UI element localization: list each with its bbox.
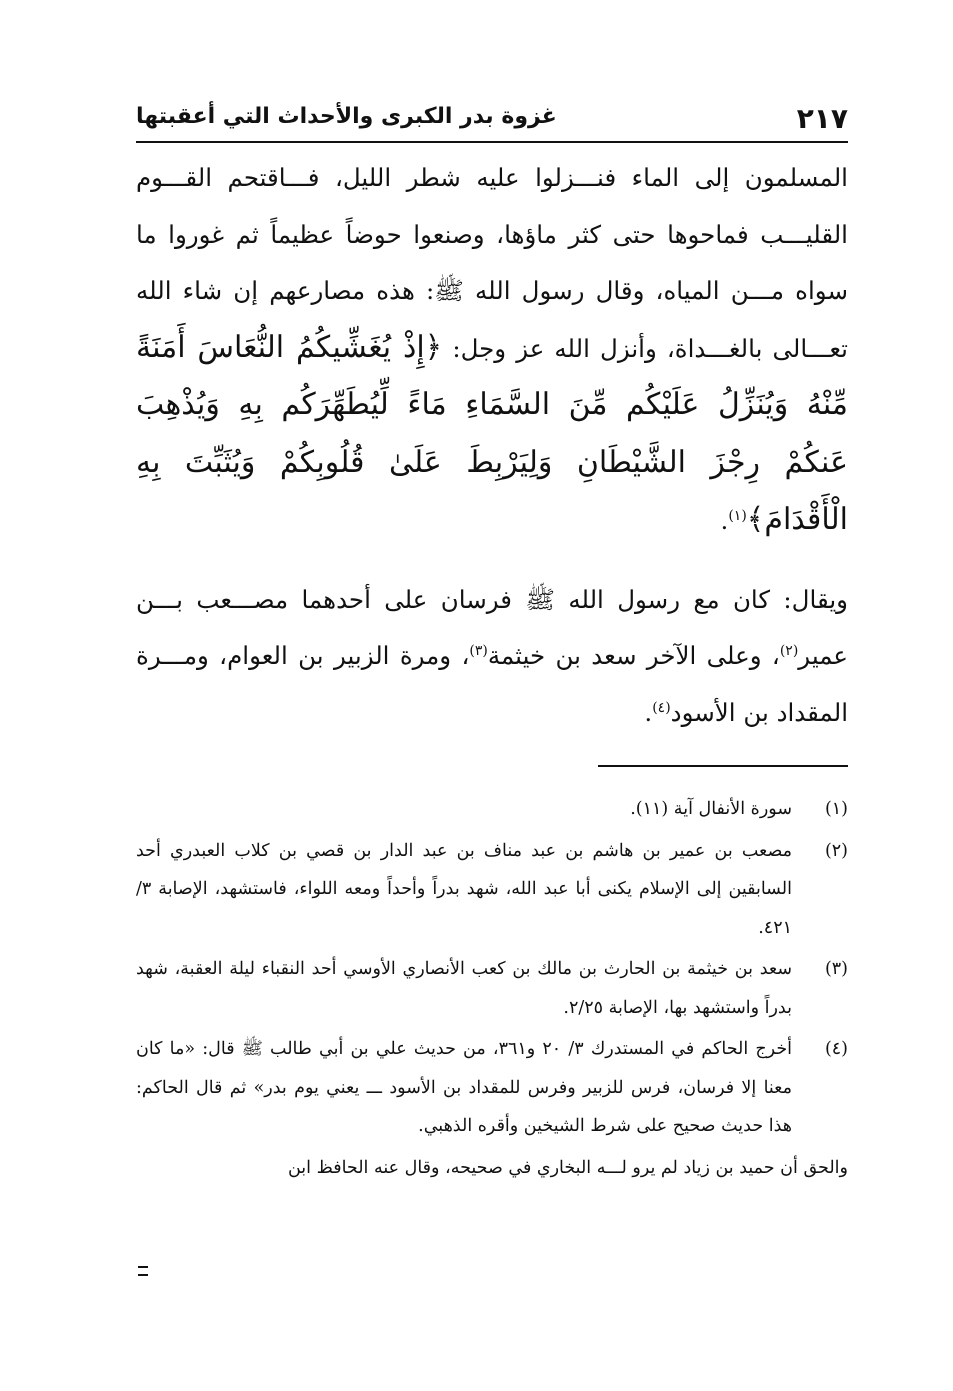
footnote-separator (598, 765, 848, 767)
footnote-text: مصعب بن عمير بن هاشم بن عبد مناف بن عبد الدار بن قصي بن كلاب العبدري أحد السابقين إلى الإسلام يكنى أبا عبد الله، شهد بدراً وأحداً ومعه اللواء، فاستشهد، الإصابة ٣/ ٤٢١. (136, 840, 792, 938)
paragraph-2-part-a: ويقال: كان مع رسول الله ﷺ فرسان على أحدهما مصـــعب بـــن عمير (136, 584, 848, 670)
continuation-mark (138, 1266, 148, 1276)
paragraph-2-part-c: ، ومرة الزبير بن العوام، ومـــرة المقداد بن الأسود (136, 641, 848, 727)
footnote-text: سعد بن خيثمة بن الحارث بن مالك بن كعب الأنصاري الأوسي أحد النقباء ليلة العقبة، شهد بدراً واستشهد بها، الإصابة ٢/٢٥. (136, 959, 792, 1018)
footnote-number: (١) (824, 799, 848, 819)
footnote-ref-4: (٤) (652, 699, 671, 716)
paragraph-2-end: . (644, 697, 653, 727)
footnote-ref-1: (١) (728, 507, 747, 524)
footnote-ref-3: (٣) (469, 642, 488, 659)
paragraph-1 (136, 150, 848, 550)
footnotes (136, 790, 848, 1187)
page-header (136, 96, 848, 138)
paragraph-2-part-b: ، وعلى الآخر سعد بن خيثمة (487, 641, 780, 670)
footnote-2 (136, 832, 848, 948)
footnote-text: أخرج الحاكم في المستدرك ٣/ ٢٠ و٣٦١، من حديث علي بن أبي طالب ﷺ قال: «ما كان معنا إلا فرسان، فرس للزبير وفرس للمقداد بن الأسود ـــ يعني يوم بدر» ثم قال الحاكم: هذا حديث صحيح على شرط الشيخين وأقره الذهبي. (136, 1039, 793, 1136)
paragraph-1-end: . (720, 506, 729, 535)
footnote-3 (136, 950, 848, 1027)
footnote-number: (٢) (824, 840, 848, 861)
footnote-4 (136, 1030, 848, 1146)
paragraph-1-text: المسلمون إلى الماء فنـــزلوا عليه شطر الليل، فـــاقتحم القـــوم القليـــب فماحوها حتى كثر ماؤها، وصنعوا حوضاً عظيماً ثم غوروا ما سواه مـــن المياه، وقال رسول الله ﷺ: هذه مصارعهم إن شاء الله تعـــالى بالغـــداة، وأنزل الله عز وجل: (136, 163, 848, 363)
paragraph-2 (136, 572, 848, 742)
footnote-text: سورة الأنفال آية (١١). (630, 799, 792, 819)
header-rule (136, 141, 848, 143)
quran-verse: ﴿إِذْ يُغَشِّيكُمُ النُّعَاسَ أَمَنَةً مِّنْهُ وَيُنَزِّلُ عَلَيْكُم مِّنَ السَّمَاءِ مَاءً لِّيُطَهِّرَكُم بِهِ وَيُذْهِبَ عَنكُمْ رِجْزَ الشَّيْطَانِ وَلِيَرْبِطَ عَلَىٰ قُلُوبِكُمْ وَيُثَبِّتَ بِهِ الْأَقْدَامَ﴾ (136, 329, 848, 537)
page-number: ٢١٧ (796, 102, 848, 135)
footnote-continuation: والحق أن حميد بن زياد لم يرو لـــه البخاري في صحيحه، وقال عنه الحافظ ابن (287, 1157, 848, 1178)
main-text (136, 150, 848, 741)
footnote-1 (136, 790, 848, 829)
footnote-number: (٤) (824, 1039, 848, 1059)
footnote-ref-2: (٢) (779, 642, 799, 659)
footnote-number: (٣) (824, 959, 848, 979)
running-title: غزوة بدر الكبرى والأحداث التي أعقبتها (136, 104, 557, 129)
